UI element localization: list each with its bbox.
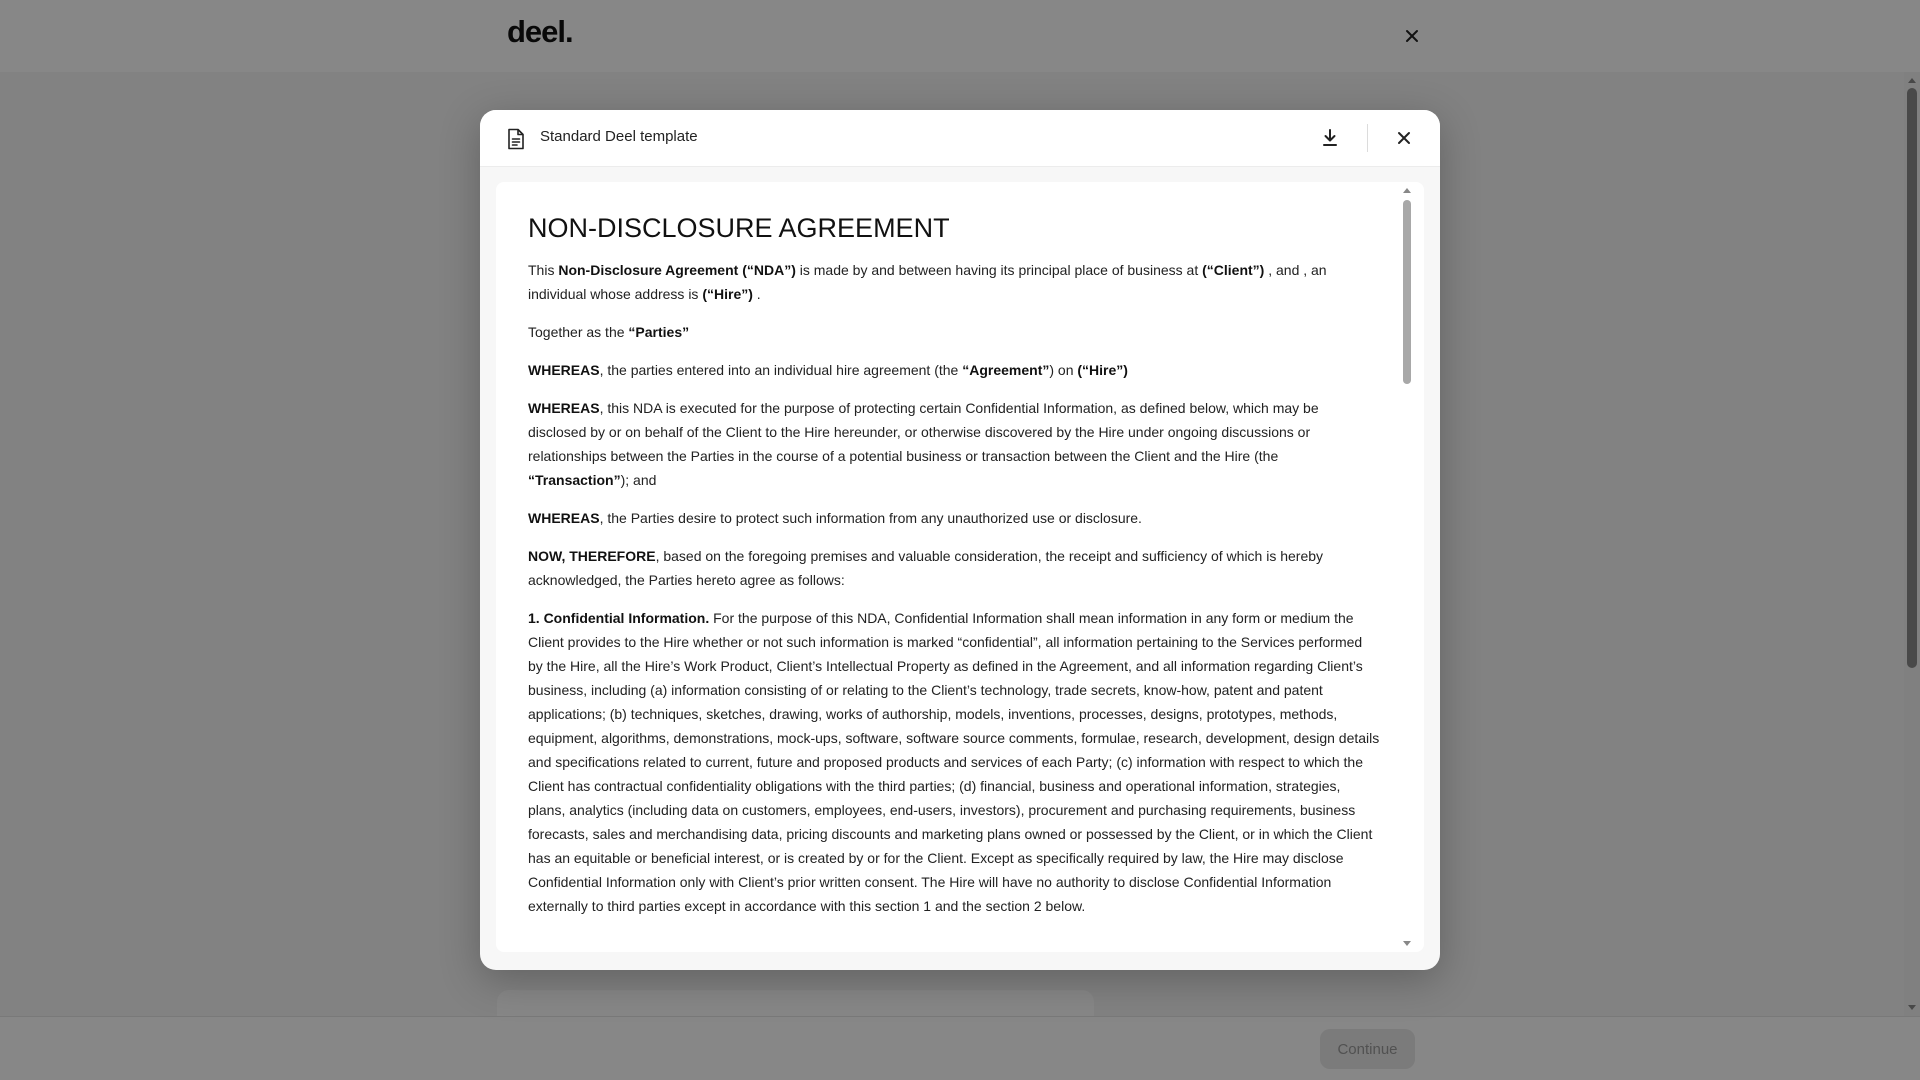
document-scrollbar[interactable] (1400, 182, 1414, 952)
modal-header (480, 110, 1440, 167)
download-button[interactable] (1318, 126, 1342, 150)
paragraph-whereas-3: WHEREAS, the Parties desire to protect such information from any unauthorized use or disclosure. (528, 510, 1142, 526)
header-divider (1367, 124, 1368, 152)
scroll-down-arrow-icon[interactable] (1403, 941, 1411, 946)
modal-close-button[interactable] (1392, 126, 1416, 150)
document-viewer[interactable] (496, 182, 1424, 952)
deel-logo: deel. (507, 14, 573, 49)
paragraph-confidential-information: 1. Confidential Information. For the purpose of this NDA, Confidential Information shall mean information in any form or medium the Client provides to the Hire whether or not such information is marked “confidential”, all information pertaining to the Services performed by the Hire, all the Hire’s Work Product, Client’s Intellectual Property as defined in the Agreement, and all information regarding Client’s business, including (a) information consisting of or relating to the Client’s technology, trade secrets, know-how, patent and patent applications; (b) techniques, sketches, drawing, works of authorship, models, inventions, processes, designs, prototypes, methods, equipment, algorithms, demonstrations, mock-ups, software, software source comments, formulae, research, development, design details and specifications related to current, future and proposed products and services of each Party; (c) information with respect to which the Client has contractual confidentiality obligations with the third parties; (d) financial, business and operational information, strategies, plans, analytics (including data on customers, employees, end-users, investors), procurement and purchasing requirements, business forecasts, sales and merchandising data, pricing discounts and marketing plans owned or possessed by the Client, or in which the Client has an equitable or beneficial interest, or is created by or for the Client. Except as specifically required by law, the Hire may disclose Confidential Information only with Client’s prior written consent. The Hire will have no authority to disclose Confidential Information externally to third parties except in accordance with this section 1 and the section 2 below. (528, 610, 1380, 914)
document-content (528, 210, 1380, 932)
document-scroll-thumb[interactable] (1403, 200, 1411, 384)
paragraph-parties: Together as the “Parties” (528, 324, 690, 340)
scroll-up-arrow-icon[interactable] (1403, 188, 1411, 193)
document-icon (506, 128, 526, 150)
modal-title: Standard Deel template (540, 128, 698, 145)
continue-button[interactable]: Continue (1320, 1029, 1415, 1069)
paragraph-now-therefore: NOW, THEREFORE, based on the foregoing premises and valuable consideration, the receipt and sufficiency of which is hereby acknowledged, the Parties hereto agree as follows: (528, 548, 1324, 588)
close-icon (1397, 131, 1411, 145)
download-icon (1322, 129, 1338, 147)
template-preview-modal (480, 110, 1440, 970)
paragraph-whereas-1: WHEREAS, the parties entered into an individual hire agreement (the “Agreement”) on (“Hire”) (528, 362, 1128, 378)
paragraph-whereas-2: WHEREAS, this NDA is executed for the purpose of protecting certain Confidential Information, as defined below, which may be disclosed by or on behalf of the Client to the Hire hereunder, or otherwise discovered by the Hire under ongoing discussions or relationships between the Parties in the course of a potential business or transaction between the Client and the Hire (the “Transaction”); and (528, 400, 1319, 488)
document-heading: NON-DISCLOSURE AGREEMENT (528, 213, 950, 243)
paragraph-intro: This Non-Disclosure Agreement (“NDA”) is made by and between having its principal place of business at (“Client”) , and , an individual whose address is (“Hire”) . (528, 262, 1327, 302)
